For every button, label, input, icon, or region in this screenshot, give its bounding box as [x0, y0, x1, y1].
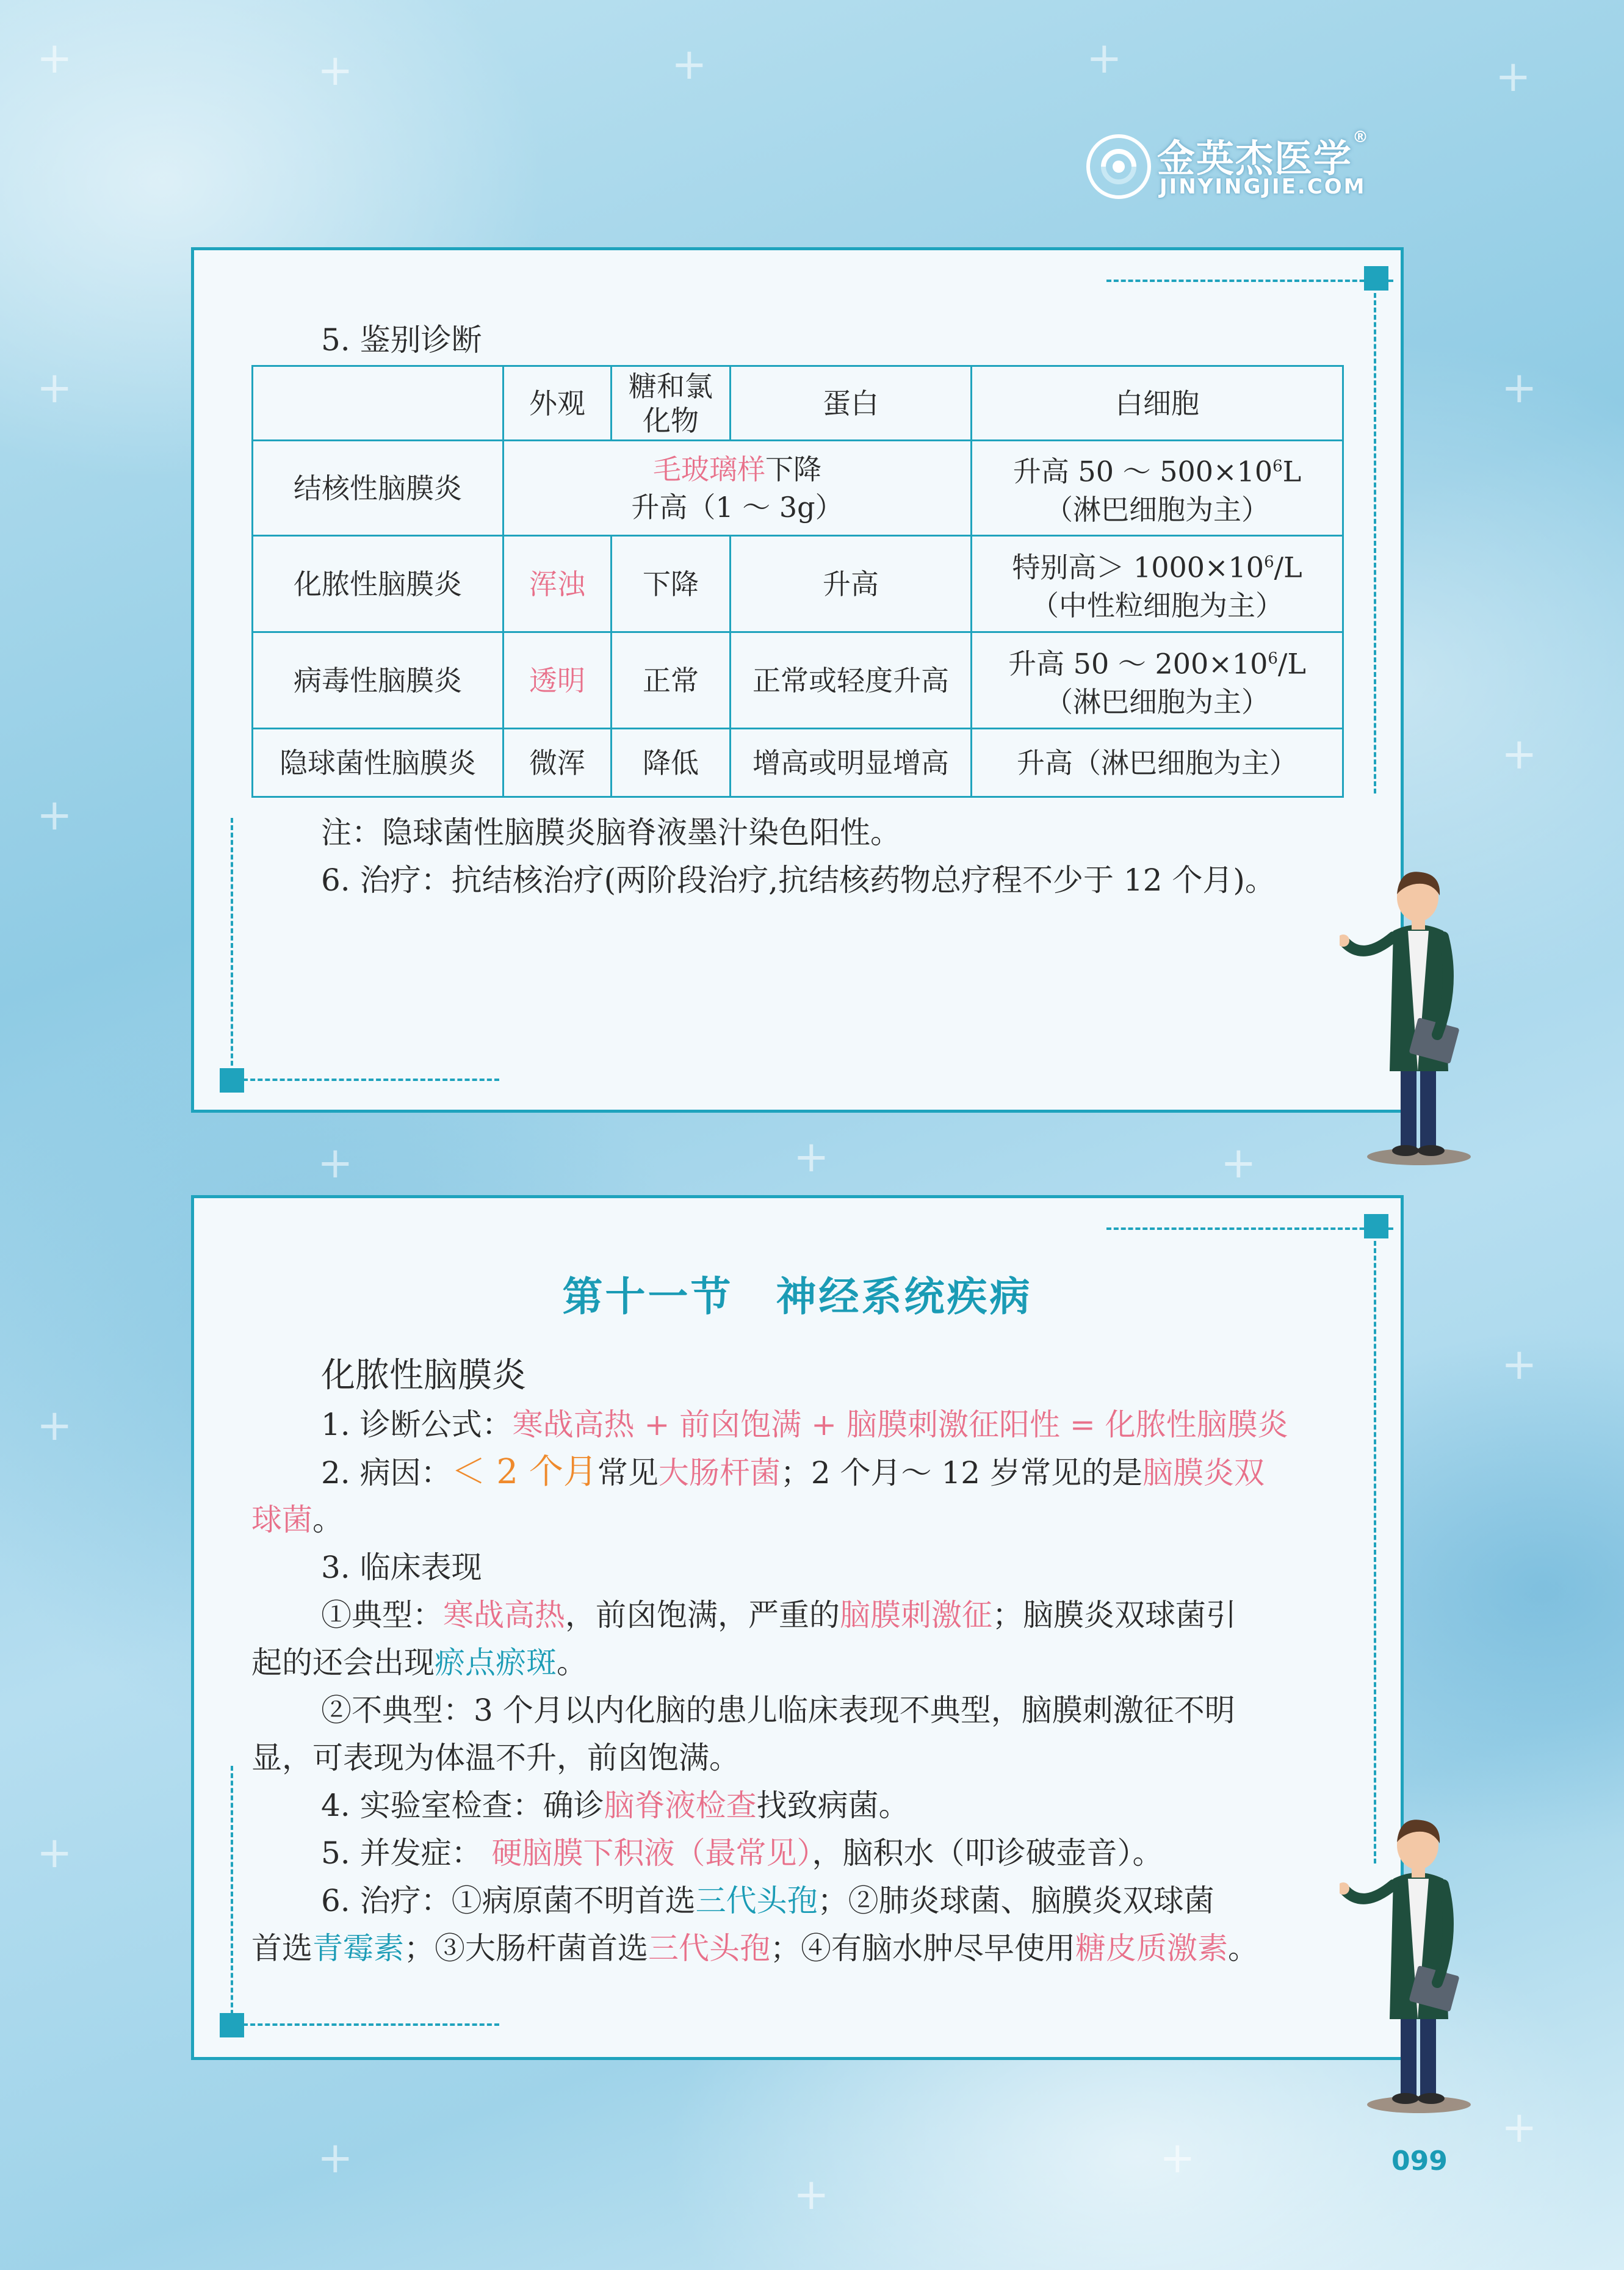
section-title: 第十一节 神经系统疾病: [562, 1273, 1033, 1320]
line-lab: 4. 实验室检查：确诊脑脊液检查找致病菌。: [321, 1788, 909, 1823]
background-cross: +: [671, 39, 707, 89]
table-cell-wbc: 升高 50 ～ $500\times 10^6L$ （淋巴细胞为主）: [972, 441, 1343, 536]
table-header-cell: 蛋白: [731, 366, 972, 441]
background-cross: +: [1501, 2102, 1537, 2152]
table-cell-sugar: 降低: [612, 729, 731, 797]
logo-name-cn: 金英杰医学®: [1157, 128, 1370, 181]
table-header-cell: 白细胞: [972, 366, 1343, 441]
logo-emblem-icon: [1085, 133, 1152, 200]
decor-dash: [231, 1766, 233, 2022]
line-etiology: 2. 病因：＜ 2 个月常见大肠杆菌；2 个月～ 12 岁常见的是脑膜炎双: [321, 1452, 1265, 1492]
table-cell-name: 化脓性脑膜炎: [253, 536, 503, 632]
background-cross: +: [317, 1138, 353, 1188]
teacher-illustration-icon: [1340, 864, 1486, 1181]
table-header-row: [253, 366, 1343, 441]
table-cell-appearance: 透明: [503, 632, 612, 729]
decor-dash: [231, 818, 233, 1080]
table-cell-name: 结核性脑膜炎: [253, 441, 503, 536]
background-cross: +: [1160, 2133, 1196, 2183]
line-atypical: ②不典型：3 个月以内化脑的患儿临床表现不典型，脑膜刺激征不明: [321, 1693, 1235, 1728]
table-cell-protein: 正常或轻度升高: [731, 632, 972, 729]
background-cross: +: [1086, 33, 1122, 83]
table-row: [253, 729, 1343, 797]
line-treatment-cont: 首选青霉素；③大肠杆菌首选三代头孢；④有脑水肿尽早使用糖皮质激素。: [251, 1931, 1258, 1966]
background-cross: +: [37, 1400, 73, 1450]
background-cross: +: [1501, 1339, 1537, 1389]
background-cross: +: [1501, 729, 1537, 779]
heading-differential-diagnosis: 5. 鉴别诊断: [321, 322, 482, 358]
decor-square: [220, 2013, 244, 2037]
table-cell-sugar: 下降: [612, 536, 731, 632]
line-complication: 5. 并发症： 硬脑膜下积液（最常见），脑积水（叩诊破壶音）。: [321, 1835, 1163, 1871]
card-differential-diagnosis: [191, 247, 1404, 1113]
table-cell-appearance: 微浑: [503, 729, 612, 797]
background-cross: +: [37, 1827, 73, 1878]
table-cell-appearance: 浑浊: [503, 536, 612, 632]
table-cell-wbc: 升高 50 ～ $200\times 10^6/L$ （淋巴细胞为主）: [972, 632, 1343, 729]
line-etiology-cont: 球菌。: [251, 1502, 343, 1538]
differential-table: [251, 365, 1344, 798]
line-diagnosis-formula: 1. 诊断公式：寒战高热 + 前囟饱满 + 脑膜刺激征阳性 = 化脓性脑膜炎: [321, 1407, 1288, 1442]
table-cell-merged: 毛玻璃样下降 升高（1 ～ 3g）: [503, 441, 972, 536]
page-number: 099: [1391, 2145, 1448, 2177]
line-typical: ①典型：寒战高热，前囟饱满，严重的脑膜刺激征；脑膜炎双球菌引: [321, 1597, 1236, 1633]
background-cross: +: [1495, 51, 1531, 101]
table-cell-name: 病毒性脑膜炎: [253, 632, 503, 729]
background-cross: +: [37, 790, 73, 840]
background-cross: +: [793, 2169, 829, 2219]
teacher-illustration-icon: [1340, 1812, 1486, 2129]
brand-logo: [1085, 128, 1402, 201]
decor-dash: [1106, 1227, 1393, 1230]
table-cell-wbc: 特别高＞ $1000\times 10^6/L$ （中性粒细胞为主）: [972, 536, 1343, 632]
line-treatment: 6. 治疗：①病原菌不明首选三代头孢；②肺炎球菌、脑膜炎双球菌: [321, 1883, 1214, 1918]
table-row: [253, 536, 1343, 632]
table-cell-name: 隐球菌性脑膜炎: [253, 729, 503, 797]
background-cross: +: [317, 45, 353, 95]
treatment-text: 6. 治疗：抗结核治疗(两阶段治疗,抗结核药物总疗程不少于 12 个月)。: [321, 862, 1276, 898]
table-cell-wbc: 升高（淋巴细胞为主）: [972, 729, 1343, 797]
background-cross: +: [1221, 1138, 1257, 1188]
decor-dash: [243, 1079, 499, 1081]
background-cross: +: [37, 363, 73, 413]
decor-square: [1364, 266, 1388, 291]
table-row: [253, 632, 1343, 729]
line-atypical-cont: 显，可表现为体温不升，前囟饱满。: [251, 1740, 740, 1776]
background-cross: +: [37, 33, 73, 83]
background-cross: +: [793, 1132, 829, 1182]
decor-dash: [1374, 1241, 1376, 1863]
table-cell-protein: 增高或明显增高: [731, 729, 972, 797]
logo-name-en: JINYINGJIE.COM: [1160, 175, 1366, 199]
background-cross: +: [1501, 363, 1537, 413]
decor-square: [220, 1068, 244, 1093]
background-cross: +: [317, 2133, 353, 2183]
note-text: 注：隐球菌性脑膜炎脑脊液墨汁染色阳性。: [321, 815, 901, 850]
decor-square: [1364, 1214, 1388, 1238]
table-row: [253, 441, 1343, 536]
decor-dash: [1374, 293, 1376, 793]
decor-dash: [1106, 280, 1393, 282]
line-typical-cont: 起的还会出现瘀点瘀斑。: [251, 1645, 587, 1680]
table-cell-sugar: 正常: [612, 632, 731, 729]
decor-dash: [243, 2023, 499, 2026]
disease-title: 化脓性脑膜炎: [321, 1356, 526, 1395]
line-clinical: 3. 临床表现: [321, 1550, 482, 1585]
table-header-cell: 糖和氯化物: [612, 366, 731, 441]
table-cell-protein: 升高: [731, 536, 972, 632]
table-header-cell: [253, 366, 503, 441]
card-purulent-meningitis: [191, 1195, 1404, 2060]
table-header-cell: 外观: [503, 366, 612, 441]
